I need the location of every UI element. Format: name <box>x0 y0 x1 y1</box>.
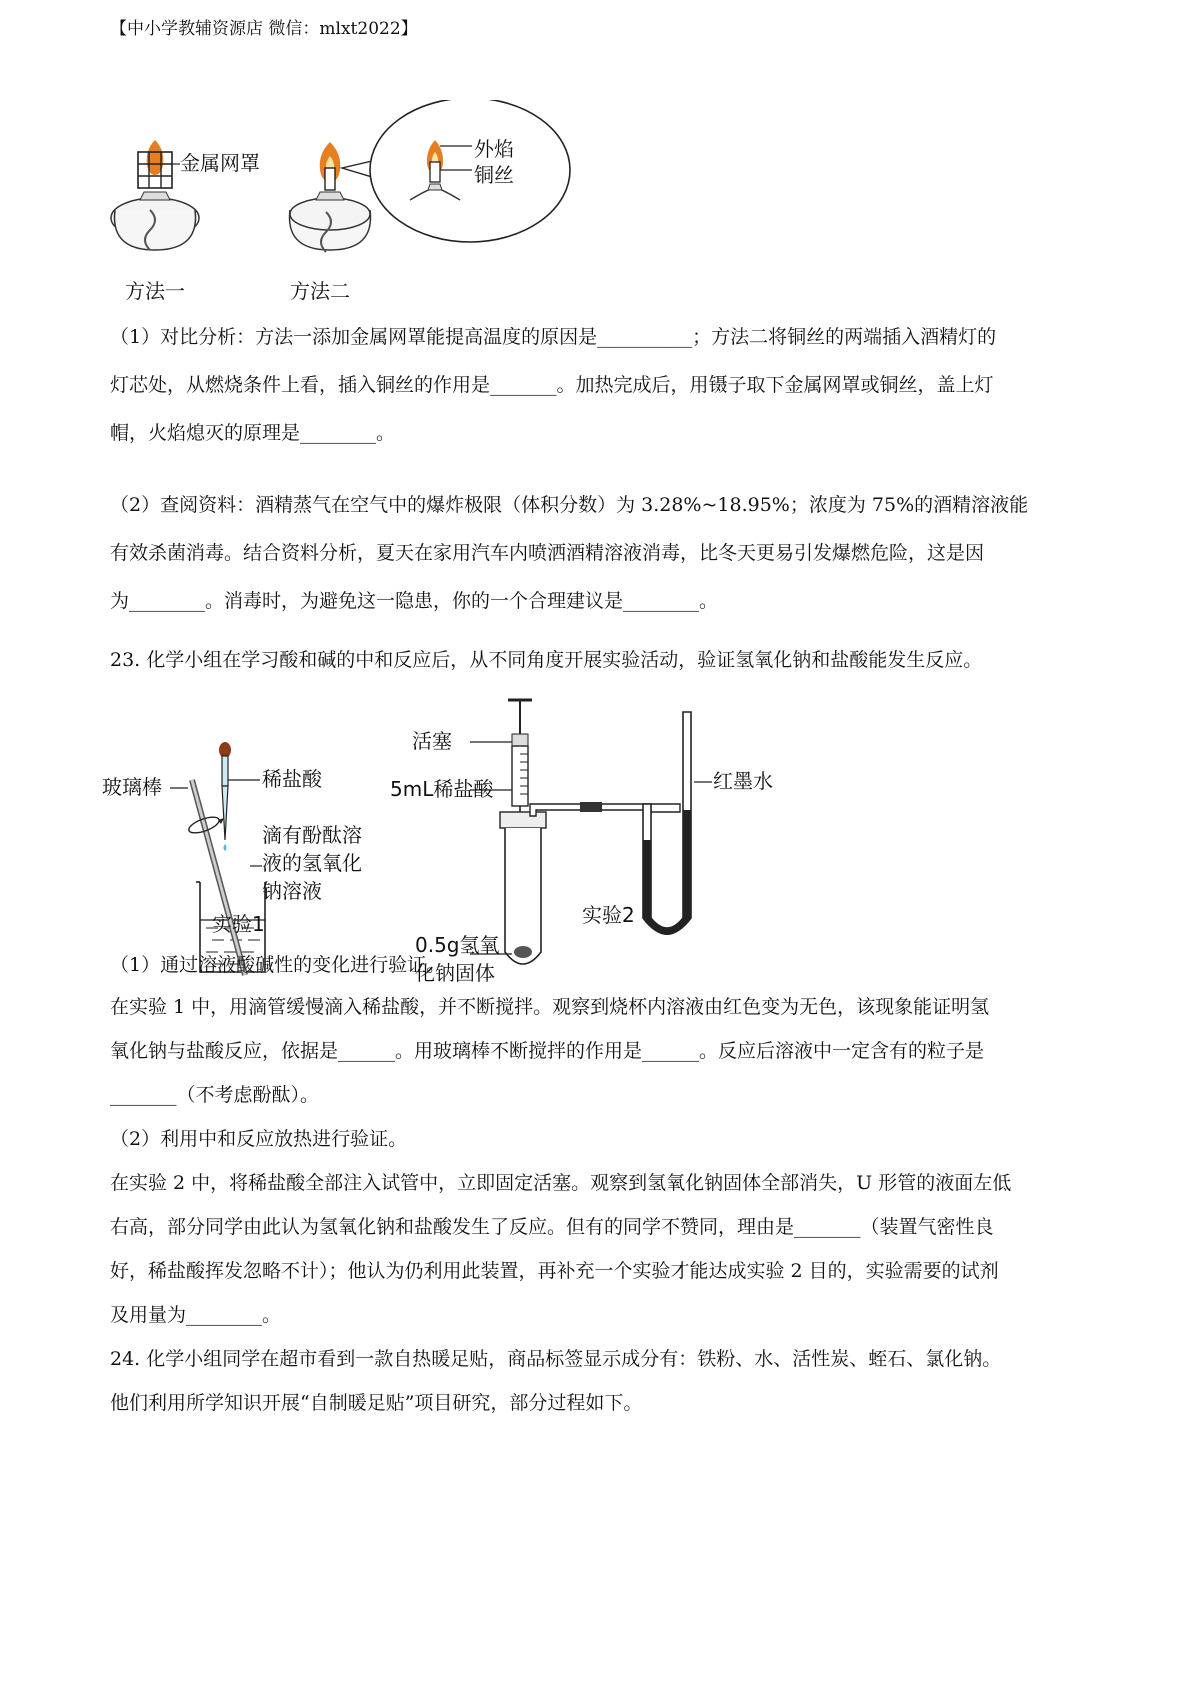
label-plunger: 活塞 <box>412 729 452 753</box>
label-5ml-hcl: 5mL稀盐酸 <box>390 777 494 801</box>
glass-rod <box>187 780 245 975</box>
label-dilute-hcl: 稀盐酸 <box>262 767 322 791</box>
label-solution-line2: 液的氢氧化 <box>262 851 362 875</box>
label-red-ink: 红墨水 <box>713 769 773 793</box>
caption-method-1: 方法一 <box>125 279 185 303</box>
q23-s2-line1: 在实验 2 中，将稀盐酸全部注入试管中，立即固定活塞。观察到氢氧化钠固体全部消失，U 形管的液面左低 <box>110 1172 1012 1194</box>
q23-s2-line4: 及用量为________。 <box>110 1304 282 1326</box>
label-metal-mesh: 金属网罩 <box>180 151 260 175</box>
q22-p2-line3: 为________。消毒时，为避免这一隐患，你的一个合理建议是________。 <box>110 590 719 612</box>
label-outer-flame: 外焰 <box>474 137 514 161</box>
figure-alcohol-lamps <box>100 100 660 330</box>
label-naoh-line1: 0.5g氢氧 <box>415 933 500 957</box>
label-solution-line3: 钠溶液 <box>262 879 322 903</box>
caption-method-2: 方法二 <box>290 279 350 303</box>
q23-s1-title: （1）通过溶液酸碱性的变化进行验证。 <box>110 954 446 976</box>
connecting-tube <box>530 802 680 816</box>
q23-s2-line3: 好，稀盐酸挥发忽略不计）；他认为仍利用此装置，再补充一个实验才能达成实验 2 目的，实验需要的试剂 <box>110 1260 999 1282</box>
q24-line2: 他们利用所学知识开展“自制暖足贴”项目研究，部分过程如下。 <box>110 1392 643 1414</box>
lamp-method-2 <box>290 142 371 252</box>
header-watermark: 【中小学教辅资源店 微信：mlxt2022】 <box>110 19 418 39</box>
q24-line1: 24. 化学小组同学在超市看到一款自热暖足贴，商品标签显示成分有：铁粉、水、活性炭、蛭石、氯化钠。 <box>110 1348 1002 1370</box>
q22-p2-line2: 有效杀菌消毒。结合资料分析，夏天在家用汽车内喷洒酒精溶液消毒，比冬天更易引发爆燃危险，这是因 <box>110 542 985 564</box>
u-tube <box>643 712 712 935</box>
q23-s2-title: （2）利用中和反应放热进行验证。 <box>110 1128 408 1150</box>
q23-s1-line2: 氧化钠与盐酸反应，依据是______。用玻璃棒不断搅拌的作用是______。反应后溶液中一定含有的粒子是 <box>110 1040 985 1062</box>
label-naoh-line2: 化钠固体 <box>415 961 495 985</box>
q23-s1-line3: _______（不考虑酚酞）。 <box>110 1084 320 1106</box>
magnify-bubble <box>370 100 570 242</box>
dropper <box>219 742 260 851</box>
caption-experiment-1-label: 实验1 <box>212 912 265 936</box>
q23-s1-line1: 在实验 1 中，用滴管缓慢滴入稀盐酸，并不断搅拌。观察到烧杯内溶液由红色变为无色，该现象能证明氢 <box>110 996 990 1018</box>
q22-p1-line1: （1）对比分析：方法一添加金属网罩能提高温度的原因是__________；方法二将铜丝的两端插入酒精灯的 <box>110 326 997 348</box>
label-copper-wire: 铜丝 <box>474 163 514 187</box>
q22-p1-line3: 帽，火焰熄灭的原理是________。 <box>110 422 396 444</box>
q23-s2-line2: 右高，部分同学由此认为氢氧化钠和盐酸发生了反应。但有的同学不赞同，理由是_______（装置气密性良 <box>110 1216 994 1238</box>
q22-p2-line1: （2）查阅资料：酒精蒸气在空气中的爆炸极限（体积分数）为 3.28%~18.95%；浓度为 75%的酒精溶液能 <box>110 494 1029 516</box>
label-glass-rod: 玻璃棒 <box>102 775 162 799</box>
q23-stem: 23. 化学小组在学习酸和碱的中和反应后，从不同角度开展实验活动，验证氢氧化钠和盐酸能发生反应。 <box>110 649 983 671</box>
label-solution-line1: 滴有酚酞溶 <box>262 823 362 847</box>
caption-experiment-2: 实验2 <box>582 903 635 927</box>
q22-p1-line2: 灯芯处，从燃烧条件上看，插入铜丝的作用是_______。加热完成后，用镊子取下金属网罩或铜丝，盖上灯 <box>110 374 994 396</box>
